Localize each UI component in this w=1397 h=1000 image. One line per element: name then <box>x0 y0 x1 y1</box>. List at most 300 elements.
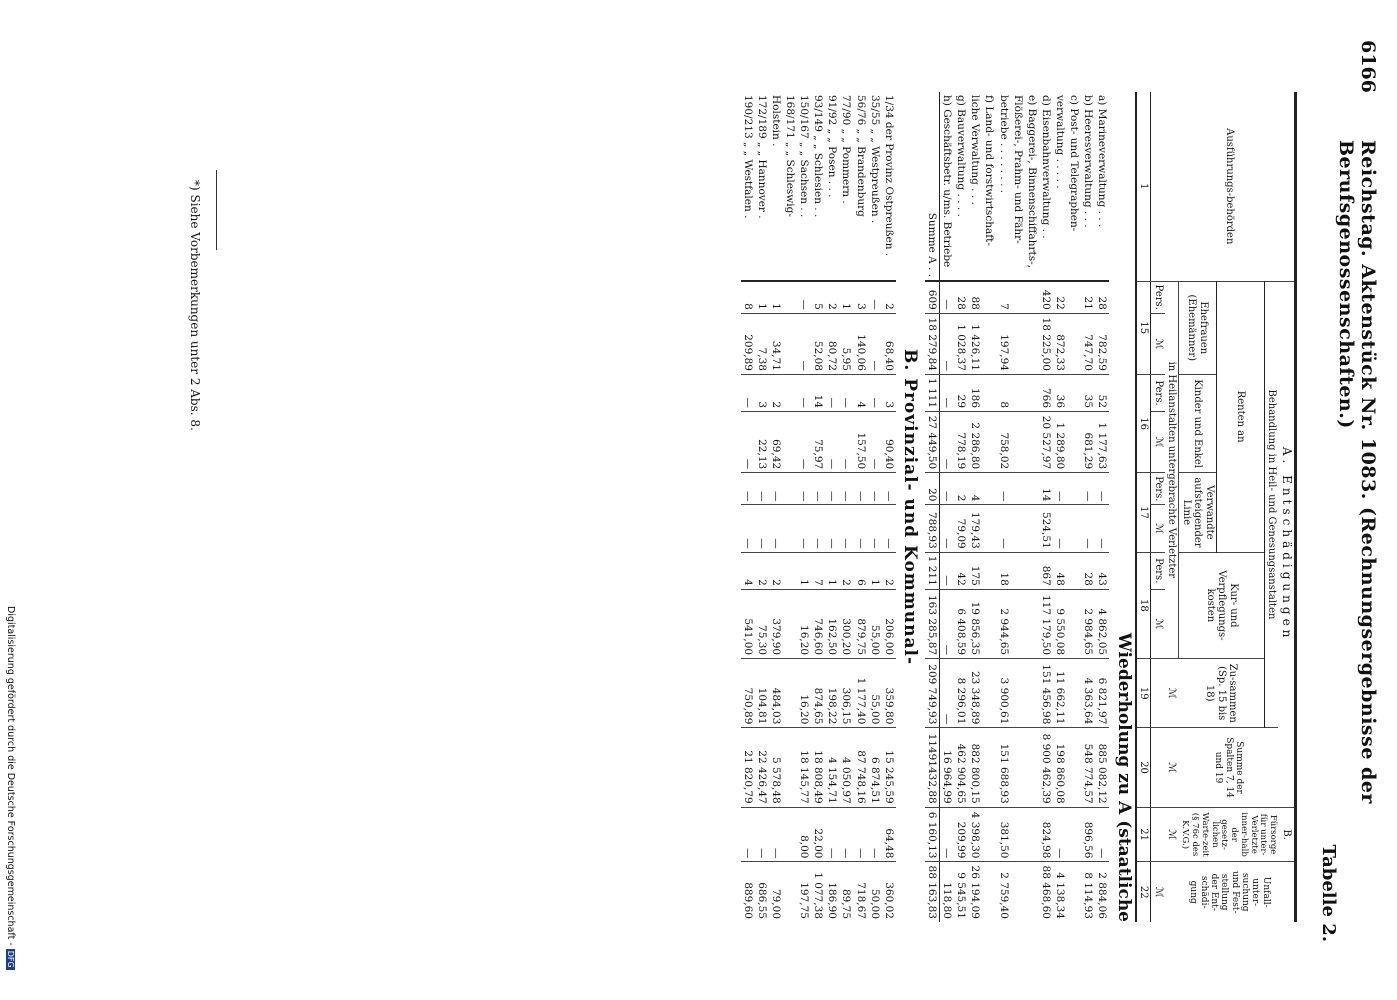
cell-m15 <box>1025 313 1039 374</box>
sum-cell-p15: 609 <box>925 281 940 313</box>
row-label: verwaltung . . . . . <box>1053 95 1066 189</box>
colno-1: 1 <box>1136 92 1151 281</box>
cell-m16: 90,40 <box>882 412 896 473</box>
cell-p17: — <box>882 473 896 505</box>
footnote-rule <box>216 170 217 250</box>
header-behoerden: Ausführungs-behörden <box>1224 128 1236 245</box>
cell-m22: 9 545,51 <box>954 862 968 922</box>
cell-m18: 55,00 <box>868 589 882 658</box>
cell-m21: 8,00 <box>797 807 811 862</box>
cell-m21 <box>1067 807 1081 862</box>
cell-m17: — <box>853 505 867 552</box>
cell-m17: — <box>769 505 783 552</box>
cell-m19 <box>1011 659 1025 728</box>
cell-m21: 896,56 <box>1081 807 1095 862</box>
cell-m21: — <box>868 807 882 862</box>
cell-m19: 11 662,11 <box>1053 659 1067 728</box>
row-label: 35/55 „ „ Westpreußen . <box>868 95 881 224</box>
cell-p15: 7 <box>997 281 1011 313</box>
cell-m19 <box>1067 659 1081 728</box>
header-ehefrauen: Ehefrauen (Ehemänner) <box>1179 281 1217 374</box>
cell-m22: 186,90 <box>825 862 839 922</box>
cell-m22: 8 114,93 <box>1081 862 1095 922</box>
cell-m15 <box>982 313 996 374</box>
header-pers-15: Pers. <box>1151 281 1165 313</box>
cell-p18: 18 <box>997 552 1011 589</box>
cell-m20: 18 808,49 <box>811 728 825 807</box>
cell-p18 <box>1067 552 1081 589</box>
header-mark-17: ℳ <box>1151 505 1165 552</box>
cell-m21: — <box>1095 807 1109 862</box>
cell-m21: 824,98 <box>1039 807 1053 862</box>
cell-m19: 16,20 <box>797 659 811 728</box>
table-label: Tabelle 2. <box>1318 844 1339 942</box>
cell-m20: 16 964,99 <box>940 728 955 807</box>
cell-m19 <box>783 659 797 728</box>
cell-m19: 151 456,98 <box>1039 659 1053 728</box>
cell-m20: 462 904,65 <box>954 728 968 807</box>
cell-m15 <box>1011 313 1025 374</box>
cell-m15: 52,08 <box>811 313 825 374</box>
cell-p17 <box>783 473 797 505</box>
cell-p16: 766 <box>1039 374 1053 411</box>
cell-p15: 5 <box>811 281 825 313</box>
cell-m19: 4 363,64 <box>1081 659 1095 728</box>
cell-p17: — <box>853 473 867 505</box>
cell-m16 <box>783 412 797 473</box>
cell-p17 <box>1025 473 1039 505</box>
sum-cell-m17: 788,93 <box>925 505 940 552</box>
header-group-a: A. Entschädigungen <box>1278 281 1295 807</box>
cell-m20: 5 578,48 <box>769 728 783 807</box>
cell-m20: 18 145,77 <box>797 728 811 807</box>
cell-m22: 2 884,06 <box>1095 862 1109 922</box>
cell-p16: — <box>868 374 882 411</box>
cell-m18: 879,75 <box>853 589 867 658</box>
cell-m19: 3 900,61 <box>997 659 1011 728</box>
cell-m20: 882 800,15 <box>968 728 982 807</box>
table-row <box>882 92 896 922</box>
cell-p18: 48 <box>1053 552 1067 589</box>
cell-m17 <box>982 505 996 552</box>
cell-m18: 2 984,65 <box>1081 589 1095 658</box>
table-row <box>853 92 867 922</box>
header-pers-18: Pers. <box>1151 552 1165 589</box>
cell-m17 <box>1067 505 1081 552</box>
cell-m17: — <box>1081 505 1095 552</box>
cell-p18 <box>1025 552 1039 589</box>
cell-m21: — <box>769 807 783 862</box>
sum-cell-p17: 20 <box>925 473 940 505</box>
cell-p17: — <box>755 473 769 505</box>
sum-cell-m18: 163 285,87 <box>925 589 940 658</box>
cell-m21: 381,50 <box>997 807 1011 862</box>
cell-m22: 1 077,38 <box>811 862 825 922</box>
cell-p18: 42 <box>954 552 968 589</box>
table-row <box>783 92 797 922</box>
cell-m16: 681,29 <box>1081 412 1095 473</box>
table-row <box>997 92 1011 922</box>
cell-m22 <box>1067 862 1081 922</box>
colno-21: 21 <box>1136 807 1151 862</box>
cell-p16: — <box>940 374 955 411</box>
cell-m19: 6 821,97 <box>1095 659 1109 728</box>
cell-p18: 28 <box>1081 552 1095 589</box>
cell-m21: 22,00 <box>811 807 825 862</box>
cell-m17: 524,51 <box>1039 505 1053 552</box>
table-row <box>1011 92 1025 922</box>
cell-m20: 22 426,47 <box>755 728 769 807</box>
cell-m22: 197,75 <box>797 862 811 922</box>
statistics-table <box>741 92 1297 922</box>
cell-p17: — <box>769 473 783 505</box>
row-label: c) Post- und Telegraphen- <box>1067 95 1080 232</box>
cell-p15: 28 <box>954 281 968 313</box>
cell-m15: 197,94 <box>997 313 1011 374</box>
cell-m15: 140,06 <box>853 313 867 374</box>
cell-p18: 2 <box>882 552 896 589</box>
row-label: Holstein . <box>770 95 783 147</box>
row-label: 190/213 „ „ Westfalen . <box>742 95 755 219</box>
table-row <box>755 92 769 922</box>
cell-m18: 746,60 <box>811 589 825 658</box>
cell-m18: 162,50 <box>825 589 839 658</box>
cell-p16: — <box>839 374 853 411</box>
cell-p15: — <box>868 281 882 313</box>
cell-m15: 5,95 <box>839 313 853 374</box>
cell-p16 <box>982 374 996 411</box>
cell-p18: 1 <box>797 552 811 589</box>
cell-p18: — <box>940 552 955 589</box>
cell-m17 <box>1025 505 1039 552</box>
cell-m22: 889,60 <box>741 862 755 922</box>
colno-18: 18 <box>1136 552 1151 658</box>
cell-m22: 118,80 <box>940 862 955 922</box>
cell-m21: 4 398,30 <box>968 807 982 862</box>
cell-p15: 28 <box>1095 281 1109 313</box>
cell-m15: 782,59 <box>1095 313 1109 374</box>
cell-m20: 548 774,57 <box>1081 728 1095 807</box>
cell-m17: — <box>811 505 825 552</box>
cell-m19 <box>982 659 996 728</box>
table-row <box>1081 92 1095 922</box>
header-kinder: Kinder und Enkel <box>1179 374 1217 472</box>
cell-m20 <box>1067 728 1081 807</box>
cell-m18: 2 944,65 <box>997 589 1011 658</box>
cell-m19: 874,65 <box>811 659 825 728</box>
page-number: 6166 <box>1357 40 1379 93</box>
colno-16: 16 <box>1136 374 1151 472</box>
row-label: 77/90 „ „ Pommern . <box>840 95 853 204</box>
document-title: Reichstag. Aktenstück Nr. 1083. (Rechnungsergebnisse der Berufsgenossenschaften.) <box>1335 140 1379 804</box>
header-pers-16: Pers. <box>1151 374 1165 411</box>
table-row <box>954 92 968 922</box>
cell-m22: 360,02 <box>882 862 896 922</box>
table-row <box>940 92 955 922</box>
cell-m22 <box>1011 862 1025 922</box>
row-label: 172/189 „ „ Hannover . <box>756 95 769 219</box>
cell-m18: 117 179,50 <box>1039 589 1053 658</box>
cell-p16: 3 <box>882 374 896 411</box>
cell-p16: — <box>741 374 755 411</box>
cell-p16 <box>783 374 797 411</box>
cell-m17: — <box>997 505 1011 552</box>
cell-m16: — <box>797 412 811 473</box>
cell-m20: 198 860,08 <box>1053 728 1067 807</box>
header-kurkosten: Kur- und Verpflegungs-kosten <box>1179 552 1265 658</box>
cell-m16: 157,50 <box>853 412 867 473</box>
cell-p17 <box>1067 473 1081 505</box>
cell-m19: 104,81 <box>755 659 769 728</box>
cell-p16: 4 <box>853 374 867 411</box>
cell-m16: 1 289,80 <box>1053 412 1067 473</box>
cell-p15 <box>1067 281 1081 313</box>
cell-p17: 4 <box>968 473 982 505</box>
cell-m17: — <box>868 505 882 552</box>
cell-m18: 4 862,05 <box>1095 589 1109 658</box>
cell-m20: 4 154,71 <box>825 728 839 807</box>
cell-m16: 758,02 <box>997 412 1011 473</box>
table-row <box>811 92 825 922</box>
cell-m16: — <box>839 412 853 473</box>
cell-m15: 34,71 <box>769 313 783 374</box>
cell-m15: 209,89 <box>741 313 755 374</box>
cell-m16: — <box>868 412 882 473</box>
cell-p15: 1 <box>839 281 853 313</box>
cell-m18: 16,20 <box>797 589 811 658</box>
cell-p17: — <box>811 473 825 505</box>
header-summe: Summe der Spalten 7, 14 und 19 <box>1179 728 1279 807</box>
table-row <box>839 92 853 922</box>
cell-m21: — <box>825 807 839 862</box>
table-row <box>769 92 783 922</box>
cell-m22 <box>783 862 797 922</box>
cell-p17: — <box>868 473 882 505</box>
cell-m19: 1 177,40 <box>853 659 867 728</box>
cell-m15: — <box>868 313 882 374</box>
cell-p15: 3 <box>853 281 867 313</box>
cell-m17 <box>783 505 797 552</box>
cell-m18: 379,90 <box>769 589 783 658</box>
cell-p16: — <box>797 374 811 411</box>
cell-m19: 306,15 <box>839 659 853 728</box>
cell-m19: 359,80 <box>882 659 896 728</box>
cell-m15 <box>1067 313 1081 374</box>
cell-m19 <box>1025 659 1039 728</box>
cell-m18 <box>1011 589 1025 658</box>
cell-m20 <box>1025 728 1039 807</box>
cell-p17: — <box>825 473 839 505</box>
cell-m20: 87 748,16 <box>853 728 867 807</box>
table-row <box>1053 92 1067 922</box>
cell-p15: 2 <box>825 281 839 313</box>
cell-m18: 19 856,35 <box>968 589 982 658</box>
cell-m17: 179,43 <box>968 505 982 552</box>
row-label: 150/167 „ „ Sachsen . . <box>798 95 811 218</box>
sum-cell-m15: 18 279,84 <box>925 313 940 374</box>
row-label: 93/149 „ „ Schlesien . . <box>812 95 825 218</box>
table-row <box>825 92 839 922</box>
cell-p17: — <box>1081 473 1095 505</box>
row-label: 1/34 der Provinz Ostpreußen . <box>882 95 895 257</box>
cell-p15: 420 <box>1039 281 1053 313</box>
cell-p15: 22 <box>1053 281 1067 313</box>
cell-m21 <box>783 807 797 862</box>
header-group-b: B. <box>1278 807 1295 862</box>
cell-p16: 14 <box>811 374 825 411</box>
colno-20: 20 <box>1136 728 1151 807</box>
sum-cell-m20: 11491432,88 <box>925 728 940 807</box>
cell-m21: — <box>741 807 755 862</box>
cell-p18: 2 <box>755 552 769 589</box>
cell-p15: 1 <box>755 281 769 313</box>
cell-p18: 175 <box>968 552 982 589</box>
cell-m16: 2 286,80 <box>968 412 982 473</box>
cell-p15 <box>783 281 797 313</box>
cell-p16: 36 <box>1053 374 1067 411</box>
cell-p17: — <box>997 473 1011 505</box>
cell-p15: — <box>940 281 955 313</box>
cell-m15: 18 225,00 <box>1039 313 1053 374</box>
header-unfalluntersuchung: Unfall-unter-suchung und Fest-stellung der Ent-schädi-gung <box>1165 862 1296 922</box>
cell-m17: — <box>825 505 839 552</box>
cell-m21: — <box>940 807 955 862</box>
cell-m20: 21 820,79 <box>741 728 755 807</box>
cell-m22: 26 194,09 <box>968 862 982 922</box>
colno-15: 15 <box>1136 281 1151 374</box>
header-zusammen: Zu-sammen (Sp. 15 bis 18) <box>1179 659 1265 728</box>
cell-p17 <box>982 473 996 505</box>
cell-m22: 4 138,34 <box>1053 862 1067 922</box>
row-label: liche Verwaltung . . . <box>969 95 982 205</box>
table-row <box>741 92 755 922</box>
cell-m16: — <box>940 412 955 473</box>
cell-p17: 14 <box>1039 473 1053 505</box>
cell-p18: 7 <box>811 552 825 589</box>
cell-m22: 718,67 <box>853 862 867 922</box>
cell-m16: 20 527,97 <box>1039 412 1053 473</box>
cell-p18 <box>783 552 797 589</box>
cell-m20: 15 245,59 <box>882 728 896 807</box>
cell-m19: 198,22 <box>825 659 839 728</box>
row-label: Flößerei-, Prahm- und Fähr- <box>1011 95 1024 244</box>
cell-p16 <box>1011 374 1025 411</box>
table-row <box>1067 92 1081 922</box>
cell-m21: — <box>1053 807 1067 862</box>
row-label: h) Geschäftsbetr. u/ms. Betriebe <box>941 95 954 268</box>
cell-p16 <box>1025 374 1039 411</box>
header-renten-an: Renten an <box>1216 281 1264 552</box>
row-label: b) Heeresverwaltung . . . <box>1081 95 1094 228</box>
cell-p16: — <box>825 374 839 411</box>
cell-p17: — <box>1095 473 1109 505</box>
cell-m17: 79,09 <box>954 505 968 552</box>
cell-p18 <box>1011 552 1025 589</box>
cell-m17: — <box>741 505 755 552</box>
cell-p16: 35 <box>1081 374 1095 411</box>
table-row <box>1025 92 1039 922</box>
cell-p15: 8 <box>741 281 755 313</box>
cell-m17: — <box>1095 505 1109 552</box>
cell-m15: 7,38 <box>755 313 769 374</box>
cell-m22: 50,00 <box>868 862 882 922</box>
dfg-logo: DFG <box>6 950 15 968</box>
cell-p18: 6 <box>853 552 867 589</box>
cell-m20: 4 050,97 <box>839 728 853 807</box>
row-label: betriebe . . . . . . . . <box>997 95 1010 194</box>
cell-m17 <box>1011 505 1025 552</box>
table-row <box>1095 92 1109 922</box>
cell-m16: — <box>825 412 839 473</box>
cell-m17: — <box>1053 505 1067 552</box>
cell-m19: 484,03 <box>769 659 783 728</box>
cell-m15: 872,33 <box>1053 313 1067 374</box>
cell-m16: 1 177,63 <box>1095 412 1109 473</box>
cell-p16: 2 <box>769 374 783 411</box>
cell-m20: 6 874,51 <box>868 728 882 807</box>
table-row <box>868 92 882 922</box>
sum-cell-m19: 209 749,93 <box>925 659 940 728</box>
cell-m22 <box>1025 862 1039 922</box>
header-fuersorge: Fürsorge für unter-Verletzte inner-halb der gesetz-lichen Warte-zeit (§ 76c des K.V.G.) <box>1179 807 1279 862</box>
cell-m15: 68,40 <box>882 313 896 374</box>
cell-p15: 1 <box>769 281 783 313</box>
cell-m21: — <box>839 807 853 862</box>
cell-m16: 75,97 <box>811 412 825 473</box>
header-unit-22: ℳ <box>1151 862 1165 922</box>
cell-m18 <box>783 589 797 658</box>
cell-m18 <box>1067 589 1081 658</box>
cell-m17: — <box>797 505 811 552</box>
cell-m16: 69,42 <box>769 412 783 473</box>
cell-p15 <box>1011 281 1025 313</box>
cell-m17: — <box>940 505 955 552</box>
cell-p17: — <box>797 473 811 505</box>
cell-p18: 4 <box>741 552 755 589</box>
colno-19: 19 <box>1136 659 1151 728</box>
cell-m18: 6 408,59 <box>954 589 968 658</box>
cell-m16: — <box>741 412 755 473</box>
header-unit-21: ℳ <box>1165 807 1179 862</box>
cell-m15: 747,70 <box>1081 313 1095 374</box>
header-unit-blank <box>1151 92 1165 281</box>
cell-p15: — <box>797 281 811 313</box>
cell-p16: 52 <box>1095 374 1109 411</box>
cell-m17: — <box>755 505 769 552</box>
colno-22: 22 <box>1136 862 1151 922</box>
cell-p15 <box>1025 281 1039 313</box>
cell-p18: 1 <box>825 552 839 589</box>
cell-p18: 43 <box>1095 552 1109 589</box>
cell-m18: — <box>940 589 955 658</box>
cell-m17: — <box>882 505 896 552</box>
header-untergebrachte: in Heilanstalten untergebrachte Verletzter <box>1165 281 1179 659</box>
cell-p17: — <box>839 473 853 505</box>
header-behandlung: Behandlung in Heil- und Genesungsanstalten <box>1264 281 1278 728</box>
cell-m21 <box>1011 807 1025 862</box>
cell-m18: 75,30 <box>755 589 769 658</box>
header-mark-15: ℳ <box>1151 313 1165 374</box>
cell-m21 <box>982 807 996 862</box>
cell-m15: 1 028,37 <box>954 313 968 374</box>
cell-m18: 541,00 <box>741 589 755 658</box>
cell-m18 <box>982 589 996 658</box>
header-mark-16: ℳ <box>1151 412 1165 473</box>
cell-p17 <box>1011 473 1025 505</box>
cell-p17: — <box>940 473 955 505</box>
credit-text: Digitalisierung gefördert durch die Deutsche Forschungsgemeinschaft - <box>5 606 16 946</box>
cell-m15: 80,72 <box>825 313 839 374</box>
